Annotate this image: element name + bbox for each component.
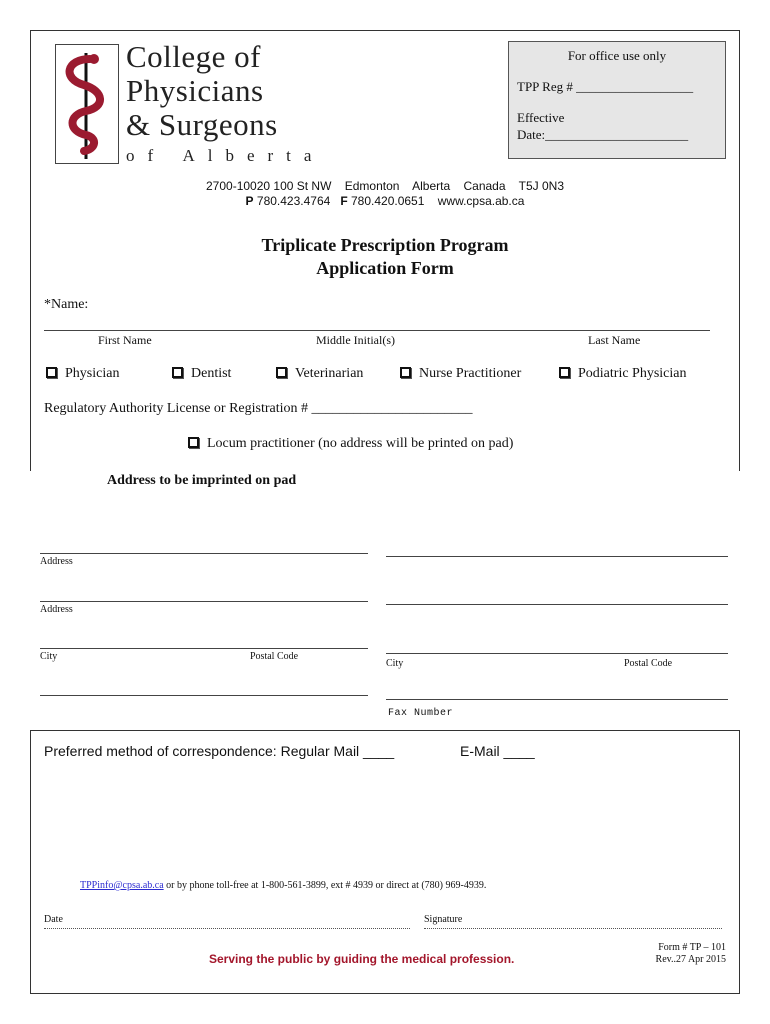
city-label: City bbox=[40, 651, 58, 662]
effective-date-field[interactable]: Date:______________________ bbox=[517, 127, 689, 142]
logo-text bbox=[126, 40, 278, 142]
contact-block bbox=[0, 179, 770, 209]
right-address-line-2-field[interactable] bbox=[386, 604, 728, 605]
type-dentist[interactable]: Dentist bbox=[172, 366, 231, 382]
signature-label: Signature bbox=[424, 914, 463, 925]
name-label: *Name: bbox=[44, 297, 89, 312]
fax-web: 780.420.0651 www.cpsa.ab.ca bbox=[347, 194, 525, 208]
locum-option[interactable]: Locum practitioner (no address will be printed on pad) bbox=[188, 436, 513, 452]
first-name-label: First Name bbox=[98, 333, 152, 347]
effective-label: Effective bbox=[517, 110, 565, 125]
logo-line-3: & Surgeons bbox=[126, 107, 278, 142]
type-veterinarian[interactable]: Veterinarian bbox=[276, 366, 363, 382]
address-1-label: Address bbox=[40, 556, 73, 567]
right-city-postal-field[interactable] bbox=[386, 653, 728, 654]
revision-date: Rev..27 Apr 2015 bbox=[655, 954, 726, 965]
correspondence-regular-mail[interactable]: Preferred method of correspondence: Regular Mail ____ bbox=[44, 743, 395, 759]
logo-subtitle: of Alberta bbox=[126, 146, 325, 165]
date-field[interactable] bbox=[44, 928, 410, 929]
license-field[interactable]: Regulatory Authority License or Registration # _______________________ bbox=[44, 401, 473, 416]
tpp-email-link[interactable]: TPPinfo@cpsa.ab.ca bbox=[80, 880, 164, 891]
date-label: Date bbox=[44, 914, 63, 925]
form-number-block bbox=[640, 942, 726, 966]
checkbox-icon[interactable] bbox=[172, 367, 183, 378]
checkbox-icon[interactable] bbox=[559, 367, 570, 378]
signature-field[interactable] bbox=[424, 928, 722, 929]
checkbox-icon[interactable] bbox=[46, 367, 57, 378]
title-line-1: Triplicate Prescription Program bbox=[261, 235, 509, 255]
city-postal-field[interactable] bbox=[40, 648, 368, 649]
address-heading: Address to be imprinted on pad bbox=[107, 473, 297, 488]
address-2-label: Address bbox=[40, 604, 73, 615]
address-line-1-field[interactable] bbox=[40, 553, 368, 554]
footer-slogan: Serving the public by guiding the medical profession. bbox=[209, 952, 515, 966]
fax-label: F bbox=[340, 194, 348, 208]
tpp-reg-field[interactable]: TPP Reg # __________________ bbox=[517, 79, 694, 94]
office-title: For office use only bbox=[567, 48, 667, 63]
type-podiatric-physician[interactable]: Podiatric Physician bbox=[559, 366, 687, 382]
logo-mark bbox=[55, 44, 119, 164]
phone-label: P bbox=[245, 194, 254, 208]
logo-line-2: Physicians bbox=[126, 73, 264, 108]
address-extra-field[interactable] bbox=[40, 695, 368, 696]
title-line-2: Application Form bbox=[316, 258, 454, 278]
form-number: Form # TP – 101 bbox=[658, 942, 726, 953]
address-line-2-field[interactable] bbox=[40, 601, 368, 602]
correspondence-email[interactable]: E-Mail ____ bbox=[460, 743, 535, 759]
checkbox-icon[interactable] bbox=[400, 367, 411, 378]
last-name-label: Last Name bbox=[588, 333, 641, 347]
caduceus-icon bbox=[56, 45, 118, 163]
middle-initial-label: Middle Initial(s) bbox=[316, 333, 395, 347]
type-nurse-practitioner[interactable]: Nurse Practitioner bbox=[400, 366, 521, 382]
type-physician[interactable]: Physician bbox=[46, 366, 119, 382]
checkbox-icon[interactable] bbox=[188, 437, 199, 448]
postal-code-label: Postal Code bbox=[250, 651, 299, 662]
form-title bbox=[0, 234, 770, 280]
checkbox-icon[interactable] bbox=[276, 367, 287, 378]
contact-info-line: TPPinfo@cpsa.ab.ca or by phone toll-free at 1-800-561-3899, ext # 4939 or direct at (780) 969-4939. bbox=[80, 880, 487, 891]
right-postal-code-label: Postal Code bbox=[624, 658, 673, 669]
right-address-line-1-field[interactable] bbox=[386, 556, 728, 557]
logo-line-1: College of bbox=[126, 39, 261, 74]
office-use-box bbox=[508, 41, 726, 159]
right-city-label: City bbox=[386, 658, 404, 669]
fax-number-field[interactable] bbox=[386, 699, 728, 700]
fax-number-label: Fax Number bbox=[388, 708, 454, 719]
name-field[interactable] bbox=[44, 330, 710, 331]
phone-number: 780.423.4764 bbox=[253, 194, 341, 208]
contact-address: 2700-10020 100 St NW Edmonton Alberta Canada T5J 0N3 bbox=[206, 179, 564, 193]
